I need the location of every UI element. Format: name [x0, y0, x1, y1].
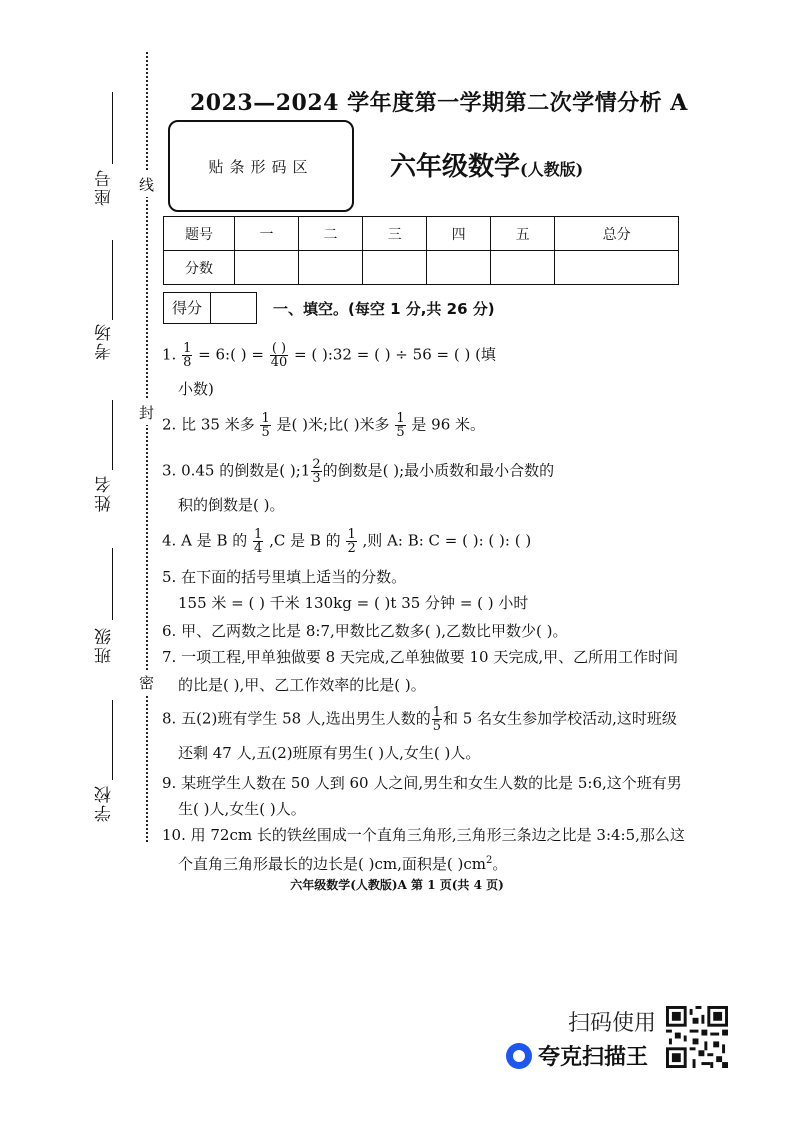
- exam-room-label: 考场: [95, 322, 115, 360]
- question-7-cont: 的比是( ),甲、乙工作效率的比是( )。: [178, 676, 426, 694]
- denominator: 5: [432, 719, 442, 734]
- numerator: 1: [347, 527, 356, 542]
- class-line: [112, 548, 113, 620]
- question-3-cont: 积的倒数是( )。: [178, 496, 285, 514]
- fraction: [346, 528, 356, 555]
- cut-word-secret: 密: [139, 670, 154, 695]
- denominator: 5: [396, 425, 405, 440]
- score-input-cell[interactable]: [363, 251, 427, 285]
- exam-title: 2023—2024 学年度第一学期第二次学情分析 A: [190, 90, 688, 116]
- score-row-label: 分数: [164, 251, 235, 285]
- question-text: ,C 是 B 的: [269, 531, 341, 550]
- cut-word-seal: 封: [139, 400, 154, 425]
- question-text: 的倒数是( );最小质数和最小合数的: [322, 461, 555, 480]
- question-1-cont: 小数): [178, 380, 214, 398]
- school-line: [112, 700, 113, 780]
- score-table-header-row: [164, 217, 679, 251]
- denominator: 40: [270, 355, 288, 370]
- question-text: 3. 0.45 的倒数是( );1: [162, 461, 311, 480]
- question-4: [162, 528, 531, 555]
- section-score-field[interactable]: [211, 293, 256, 323]
- name-line: [112, 400, 113, 470]
- scan-to-use-text: 扫码使用: [568, 1011, 657, 1036]
- section-score-label: 得分: [164, 293, 211, 323]
- question-9-cont: 生( )人,女生( )人。: [178, 800, 306, 818]
- score-table-header-cell: 一: [235, 217, 299, 251]
- question-5: 5. 在下面的括号里填上适当的分数。: [162, 568, 407, 586]
- question-10-cont: [178, 850, 507, 875]
- barcode-label: 贴条形码区: [208, 157, 314, 176]
- question-text: 是 96 米。: [411, 415, 486, 434]
- question-text: 是( )米;比( )米多: [276, 415, 390, 434]
- question-text: 和 5 名女生参加学校活动,这时班级: [443, 709, 677, 728]
- subject-title: [390, 146, 583, 183]
- score-table-header-cell: 二: [299, 217, 363, 251]
- subject-name: 六年级数学: [390, 152, 521, 182]
- superscript: 2: [485, 855, 493, 866]
- question-2: [162, 412, 485, 439]
- question-text: = 6:( ) =: [198, 345, 264, 364]
- question-9: 9. 某班学生人数在 50 人到 60 人之间,男生和女生人数的比是 5:6,这个班有男: [162, 774, 682, 792]
- question-number: 1.: [162, 345, 177, 364]
- section-title: 一、填空。(每空 1 分,共 26 分): [273, 300, 495, 318]
- numerator: 2: [312, 457, 321, 472]
- quark-logo-icon: [506, 1043, 532, 1069]
- question-10: 10. 用 72cm 长的铁丝围成一个直角三角形,三角形三条边之比是 3:4:5,那么这: [162, 826, 685, 844]
- question-8: [162, 706, 677, 733]
- seat-number-label: 座号: [95, 168, 115, 206]
- question-text: 个直角三角形最长的边长是( )cm,面积是( )cm: [178, 855, 486, 873]
- score-table: [163, 216, 679, 285]
- score-input-cell[interactable]: [299, 251, 363, 285]
- score-input-cell[interactable]: [235, 251, 299, 285]
- question-5-items: 155 米 = ( ) 千米 130kg = ( )t 35 分钟 = ( ) 小时: [178, 594, 529, 612]
- question-text: 8. 五(2)班有学生 58 人,选出男生人数的: [162, 709, 431, 728]
- page-footer: 六年级数学(人教版)A 第 1 页(共 4 页): [290, 878, 504, 892]
- fraction: [395, 412, 405, 439]
- score-input-cell[interactable]: [555, 251, 679, 285]
- section-score-box: [163, 292, 257, 324]
- barcode-area: [168, 120, 354, 212]
- fraction: [311, 458, 321, 485]
- cut-line: [146, 52, 148, 842]
- denominator: 3: [312, 471, 321, 486]
- numerator: 1: [254, 527, 263, 542]
- numerator: 1: [261, 411, 270, 426]
- fraction: [270, 342, 289, 369]
- denominator: 5: [261, 425, 270, 440]
- school-label: 学校: [95, 784, 115, 822]
- score-input-cell[interactable]: [491, 251, 555, 285]
- class-label: 班级: [95, 626, 115, 664]
- numerator: 1: [432, 705, 442, 720]
- denominator: 8: [183, 355, 192, 370]
- denominator: 2: [347, 541, 356, 556]
- question-text: ,则 A: B: C = ( ): ( ): ( ): [362, 531, 532, 550]
- cut-word-line: 线: [139, 172, 154, 197]
- fraction: [260, 412, 270, 439]
- fraction: [182, 342, 192, 369]
- edition-label: (人教版): [520, 160, 584, 179]
- question-text: = ( ):32 = ( ) ÷ 56 = ( ) (填: [294, 345, 496, 364]
- score-table-header-cell: 总分: [555, 217, 679, 251]
- denominator: 4: [254, 541, 263, 556]
- score-table-header-cell: 五: [491, 217, 555, 251]
- question-1: [162, 342, 496, 369]
- score-input-cell[interactable]: [427, 251, 491, 285]
- numerator: ( ): [270, 342, 289, 356]
- score-table-score-row: [164, 251, 679, 285]
- question-text: 2. 比 35 米多: [162, 415, 255, 434]
- score-table-header-cell: 题号: [164, 217, 235, 251]
- question-6: 6. 甲、乙两数之比是 8:7,甲数比乙数多( ),乙数比甲数少( )。: [162, 622, 568, 640]
- qr-code-icon[interactable]: [666, 1006, 728, 1068]
- brand-name: 夸克扫描王: [538, 1045, 649, 1070]
- scanner-brand: [506, 1040, 648, 1071]
- name-label: 姓名: [95, 474, 115, 512]
- question-7: 7. 一项工程,甲单独做要 8 天完成,乙单独做要 10 天完成,甲、乙所用工作时间: [162, 648, 679, 666]
- fraction: [253, 528, 263, 555]
- numerator: 1: [183, 341, 192, 356]
- exam-room-line: [112, 240, 113, 320]
- numerator: 1: [396, 411, 405, 426]
- score-table-header-cell: 三: [363, 217, 427, 251]
- seat-number-line: [112, 92, 113, 164]
- question-3: [162, 458, 554, 485]
- fraction: [432, 706, 442, 733]
- score-table-header-cell: 四: [427, 217, 491, 251]
- question-8-cont: 还剩 47 人,五(2)班原有男生( )人,女生( )人。: [178, 744, 481, 762]
- question-text: 4. A 是 B 的: [162, 531, 248, 550]
- question-text: 。: [492, 855, 508, 873]
